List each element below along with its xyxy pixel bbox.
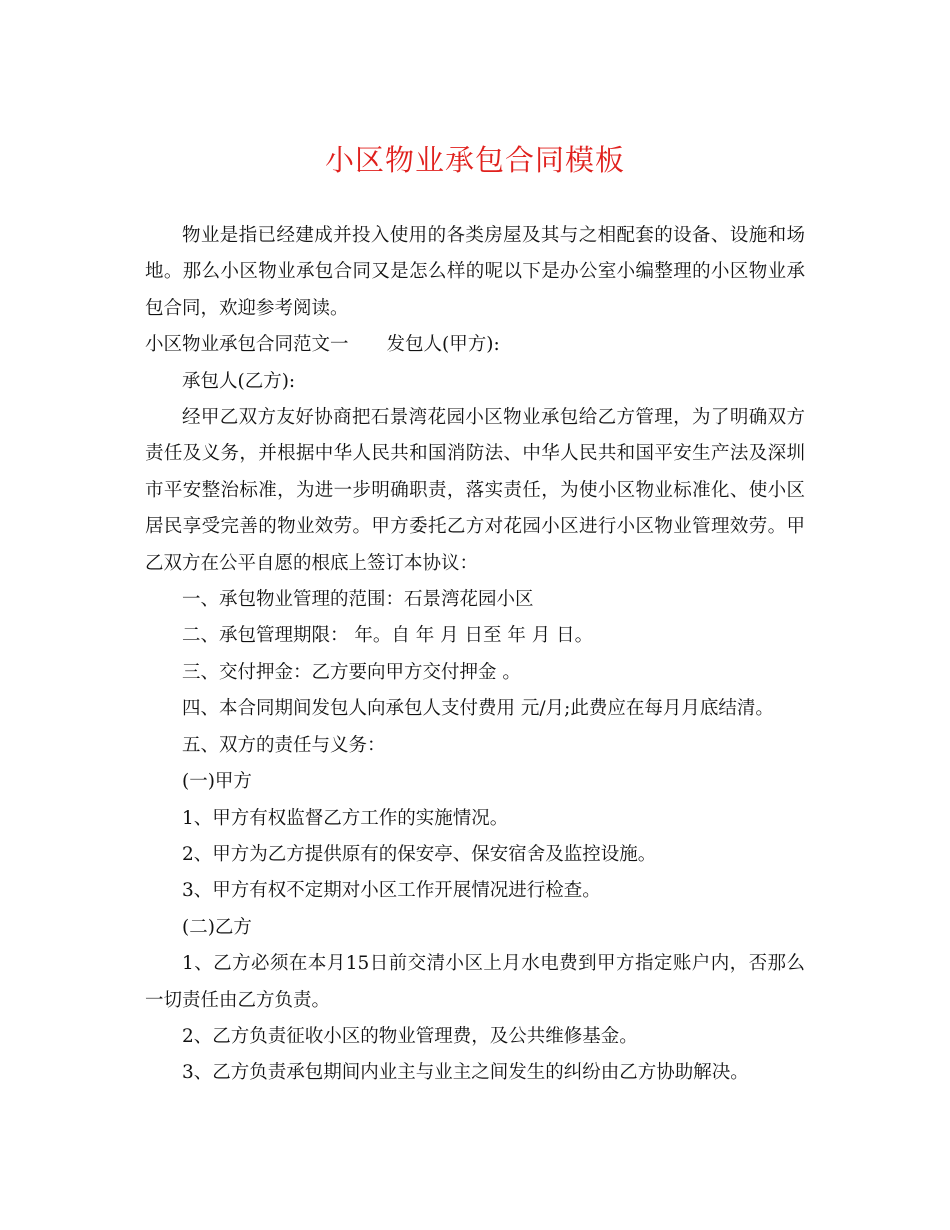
clause-paragraph: 2、甲方为乙方提供原有的保安亭、保安宿舍及监控设施。 — [182, 843, 657, 865]
clause-paragraph: 四、本合同期间发包人向承包人支付费用 元/月;此费应在每月月底结清。 — [182, 698, 774, 720]
document-title: 小区物业承包合同模板 — [324, 143, 625, 177]
clause-paragraph: 一、承包物业管理的范围：石景湾花园小区 — [182, 589, 534, 611]
party-a-label: 发包人(甲方): — [386, 334, 500, 356]
clause-paragraph: 三、交付押金：乙方要向甲方交付押金 。 — [182, 661, 521, 683]
section-heading-line — [145, 327, 805, 363]
intro-paragraph: 物业是指已经建成并投入使用的各类房屋及其与之相配套的设备、设施和场地。那么小区物业承包合同又是怎么样的呢以下是办公室小编整理的小区物业承包合同，欢迎参考阅读。 — [145, 225, 805, 319]
clause-paragraph: 3、甲方有权不定期对小区工作开展情况进行检查。 — [182, 880, 601, 902]
clause-paragraph: 1、乙方必须在本月15日前交清小区上月水电费到甲方指定账户内，否那么一切责任由乙方负责。 — [145, 953, 805, 1011]
document-body — [145, 218, 805, 1092]
clause-paragraph: 3、乙方负责承包期间内业主与业主之间发生的纠纷由乙方协助解决。 — [182, 1062, 749, 1084]
clause-paragraph: 1、甲方有权监督乙方工作的实施情况。 — [182, 807, 509, 829]
party-b-label: 承包人(乙方): — [182, 370, 296, 392]
clause-paragraph: 五、双方的责任与义务： — [182, 734, 386, 756]
preamble-paragraph: 经甲乙双方友好协商把石景湾花园小区物业承包给乙方管理，为了明确双方责任及义务，并根据中华人民共和国消防法、中华人民共和国平安生产法及深圳市平安整治标准，为进一步明确职责，落实责任，为使小区物业标准化、使小区居民享受完善的物业效劳。甲方委托乙方对花园小区进行小区物业管理效劳。甲乙双方在公平自愿的根底上签订本协议： — [145, 407, 805, 574]
clause-paragraph: 二、承包管理期限： 年。自 年 月 日至 年 月 日。 — [182, 625, 594, 647]
clause-subheading: (一)甲方 — [182, 771, 252, 793]
section-heading: 小区物业承包合同范文一 — [145, 334, 349, 356]
clause-paragraph: 2、乙方负责征收小区的物业管理费，及公共维修基金。 — [182, 1025, 638, 1047]
clause-subheading: (二)乙方 — [182, 916, 252, 938]
